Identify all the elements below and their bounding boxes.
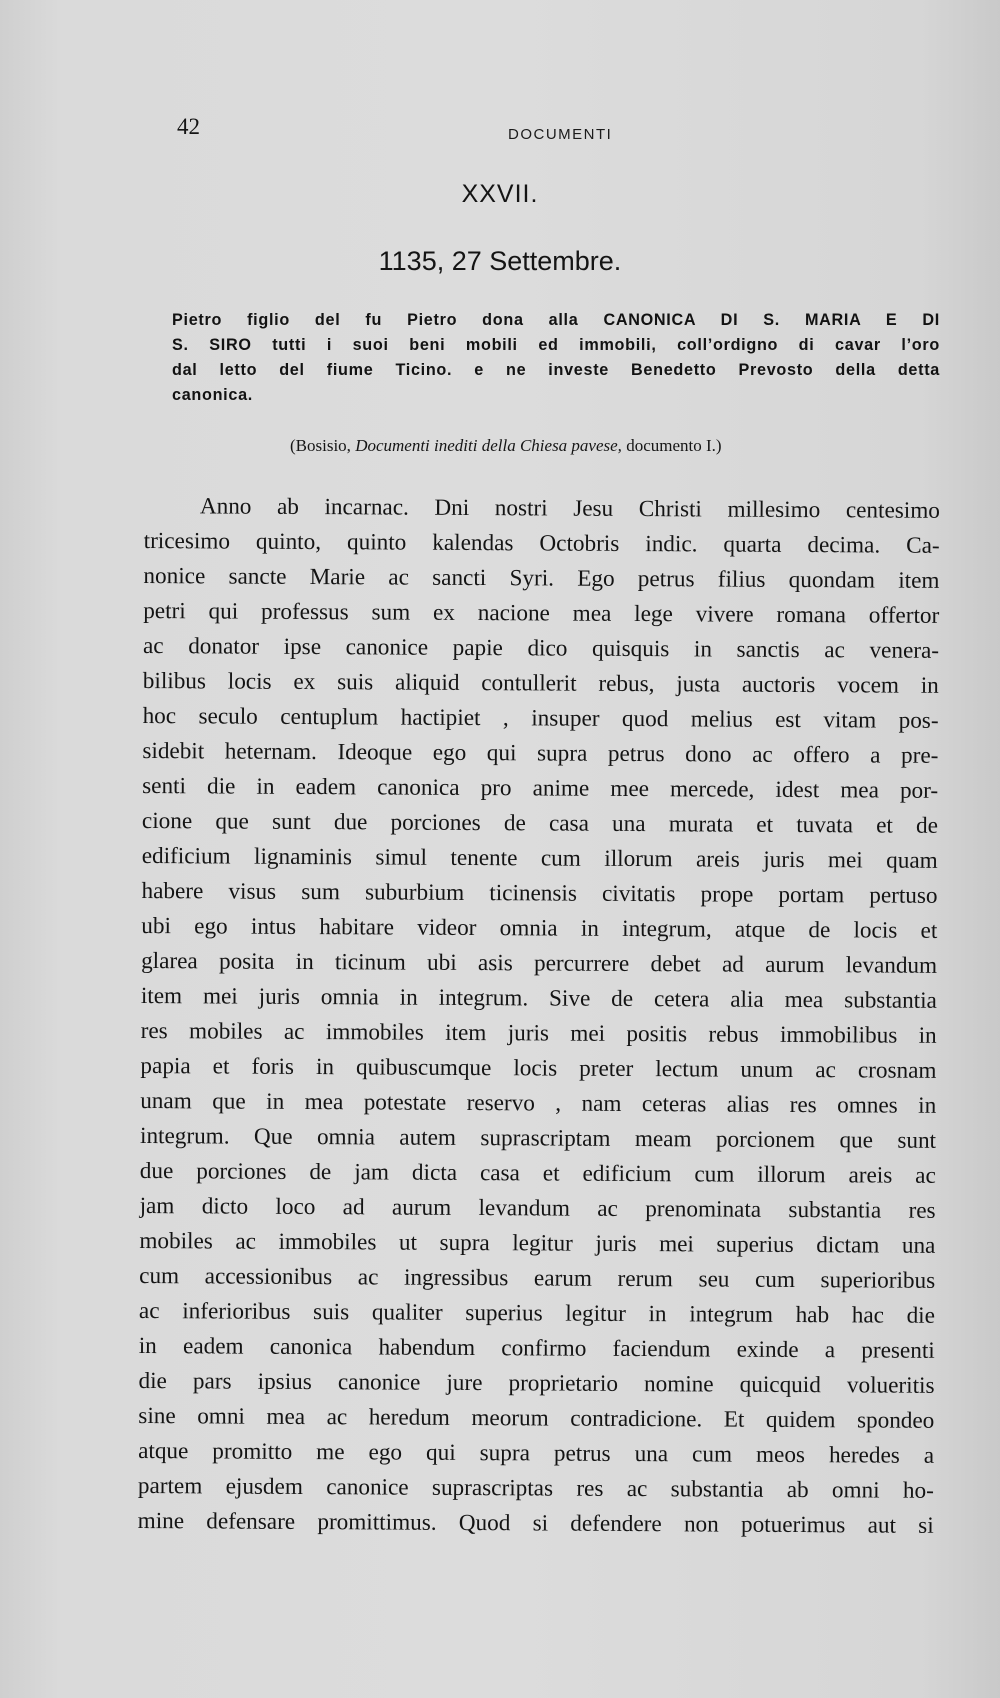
- body-line: unam que in mea potestate reservo , nam ceteras alias res omnes in: [140, 1087, 937, 1119]
- body-line: glarea posita in ticinum ubi asis percurrere debet ad aurum levandum: [141, 947, 938, 979]
- body-line: edificium lignaminis simul tenente cum illorum areis juris mei quam: [141, 842, 938, 874]
- body-line: ubi ego intus habitare videor omnia in integrum, atque de locis et: [141, 912, 938, 944]
- body-line: res mobiles ac immobiles item juris mei positis rebus immobilibus in: [140, 1017, 937, 1049]
- body-line: sidebit heternam. Ideoque ego qui supra petrus dono ac offero a pre-: [142, 737, 939, 769]
- source-title: Documenti inediti della Chiesa pavese,: [355, 436, 622, 455]
- body-line: senti die in eadem canonica pro anime mee mercede, idest mea por-: [142, 772, 939, 804]
- body-line: cione que sunt due porciones de casa una murata et tuvata et de: [141, 807, 939, 839]
- body-line: bilibus locis ex suis aliquid contullerit rebus, justa auctoris vocem in: [142, 667, 939, 699]
- body-line: due porciones de jam dicta casa et edificium cum illorum areis ac: [139, 1157, 936, 1189]
- summary-line: dal letto del fiume Ticino. e ne investe Benedetto Prevosto della detta: [172, 361, 940, 379]
- page-number: 42: [177, 114, 200, 139]
- body-line: mine defensare promittimus. Quod si defendere non potuerimus aut si: [137, 1507, 934, 1539]
- running-head: DOCUMENTI: [508, 126, 613, 143]
- document-date: 1135, 27 Settembre.: [378, 246, 622, 276]
- body-line: item mei juris omnia in integrum. Sive de cetera alia mea substantia: [140, 982, 937, 1014]
- source-citation: [290, 436, 722, 456]
- summary-line: S. SIRO tutti i suoi beni mobili ed immobili, coll’ordigno di cavar l’oro: [172, 336, 940, 354]
- body-line: die pars ipsius canonice jure proprietario nomine quicquid volueritis: [138, 1367, 935, 1399]
- body-line: atque promitto me ego qui supra petrus una cum meos heredes a: [138, 1437, 935, 1469]
- body-line: mobiles ac immobiles ut supra legitur juris mei superius dictam una: [139, 1227, 936, 1259]
- summary-line: Pietro figlio del fu Pietro dona alla CANONICA DI S. MARIA E DI: [172, 311, 940, 329]
- body-line: jam dicto loco ad aurum levandum ac prenominata substantia res: [139, 1192, 936, 1224]
- document-number: XXVII.: [461, 180, 539, 208]
- source-open: (Bosisio,: [290, 436, 356, 455]
- body-line: nonice sancte Marie ac sancti Syri. Ego petrus filius quondam item: [143, 562, 940, 594]
- body-line: in eadem canonica habendum confirmo faciendum exinde a presenti: [138, 1332, 935, 1364]
- body-line: integrum. Que omnia autem suprascriptam meam porcionem que sunt: [139, 1122, 937, 1154]
- body-line: habere visus sum suburbium ticinensis civitatis prope portam pertuso: [141, 877, 938, 909]
- body-line: Anno ab incarnac. Dni nostri Jesu Christi millesimo centesimo: [199, 493, 940, 524]
- document-body: [138, 489, 940, 1544]
- source-rest: documento I.): [621, 436, 722, 455]
- body-line: ac donator ipse canonice papie dico quisquis in sanctis ac venera-: [142, 632, 940, 664]
- body-line: hoc seculo centuplum hactipiet , insuper quod melius est vitam pos-: [142, 702, 939, 734]
- document-summary: [172, 308, 940, 408]
- summary-line: canonica.: [172, 386, 253, 404]
- body-line: tricesimo quinto, quinto kalendas Octobris indic. quarta decima. Ca-: [143, 527, 940, 559]
- body-line: cum accessionibus ac ingressibus earum rerum seu cum superioribus: [139, 1262, 936, 1294]
- body-line: partem ejusdem canonice suprascriptas res ac substantia ab omni ho-: [137, 1472, 934, 1504]
- body-line: papia et foris in quibuscumque locis preter lectum unum ac crosnam: [140, 1052, 937, 1084]
- body-line: petri qui professus sum ex nacione mea lege vivere romana offertor: [143, 597, 940, 629]
- body-line: sine omni mea ac heredum meorum contradicione. Et quidem spondeo: [138, 1402, 935, 1434]
- body-line: ac inferioribus suis qualiter superius legitur in integrum hab hac die: [138, 1297, 936, 1329]
